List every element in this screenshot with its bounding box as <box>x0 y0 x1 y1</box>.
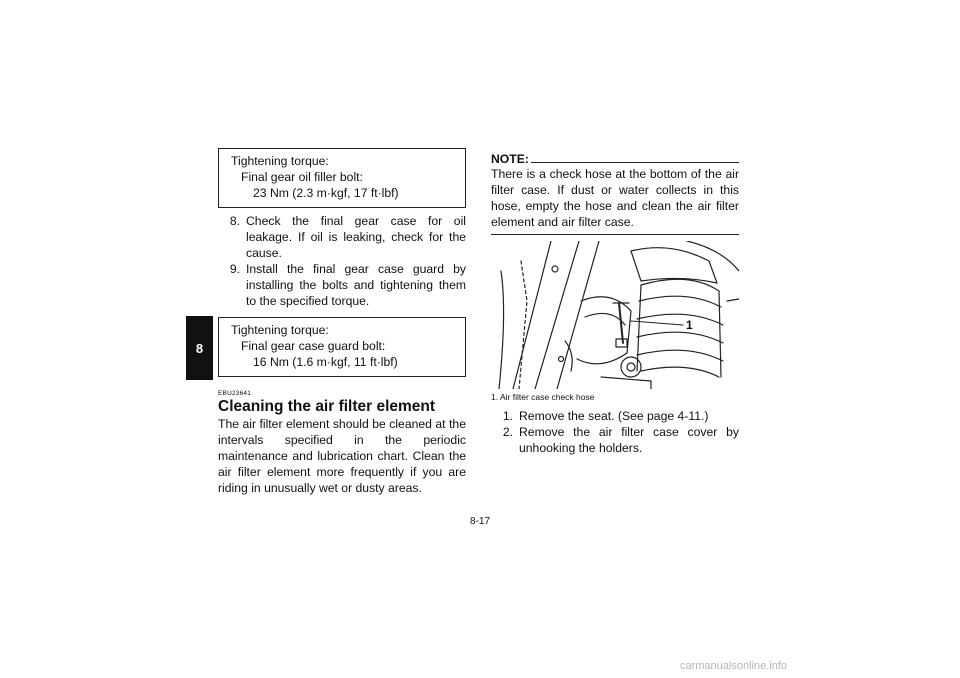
list-item <box>491 424 739 456</box>
note-rule <box>531 162 739 163</box>
torque-item: Final gear case guard bolt: <box>241 339 386 353</box>
section-body: The air filter element should be cleaned at the intervals specified in the periodic maintenance and lubrication chart. Clean the air filter element more frequently if you are riding in unusually wet or dusty areas. <box>218 417 466 495</box>
note-text: There is a check hose at the bottom of the air filter case. If dust or water collects in this hose, empty the hose and clean the air filter element and air filter case. <box>491 167 739 229</box>
left-column <box>218 148 466 496</box>
figure-callout: 1 <box>686 318 693 332</box>
torque-title: Tightening torque: <box>231 323 329 337</box>
section-heading: Cleaning the air filter element <box>218 398 436 415</box>
step-text: Remove the air filter case cover by unhooking the holders. <box>519 425 739 455</box>
page-number: 8-17 <box>469 516 490 527</box>
line-drawing-image <box>491 241 739 389</box>
note-label: NOTE: <box>491 152 529 166</box>
torque-value: 23 Nm (2.3 m·kgf, 17 ft·lbf) <box>253 186 399 200</box>
note-header <box>491 152 739 166</box>
torque-item: Final gear oil filler bolt: <box>241 170 363 184</box>
step-number: 1. <box>502 409 513 423</box>
step-text: Remove the seat. (See page 4-11.) <box>519 409 709 423</box>
torque-box-oil-filler <box>218 148 466 208</box>
list-item <box>218 261 466 309</box>
note-end-rule <box>491 234 739 235</box>
list-item <box>491 408 739 424</box>
torque-box-guard-bolt <box>218 317 466 377</box>
footer-watermark: carmanualsonline.info <box>680 660 788 672</box>
step-number: 8. <box>229 214 240 228</box>
section-tab: 8 <box>186 316 213 380</box>
torque-value: 16 Nm (1.6 m·kgf, 11 ft·lbf) <box>253 355 398 369</box>
right-column <box>491 152 739 456</box>
figure-caption: 1. Air filter case check hose <box>491 392 595 402</box>
list-item <box>218 213 466 261</box>
section-code: EBU23641 <box>218 390 252 397</box>
air-filter-illustration <box>491 241 739 389</box>
step-number: 2. <box>502 425 513 439</box>
step-text: Install the final gear case guard by installing the bolts and tightening them to the specified torque. <box>246 262 466 308</box>
step-number: 9. <box>229 262 240 276</box>
step-text: Check the final gear case for oil leakage. If oil is leaking, check for the cause. <box>246 214 466 260</box>
torque-title: Tightening torque: <box>231 154 329 168</box>
steps-list-left <box>218 213 466 309</box>
steps-list-right <box>491 408 739 456</box>
